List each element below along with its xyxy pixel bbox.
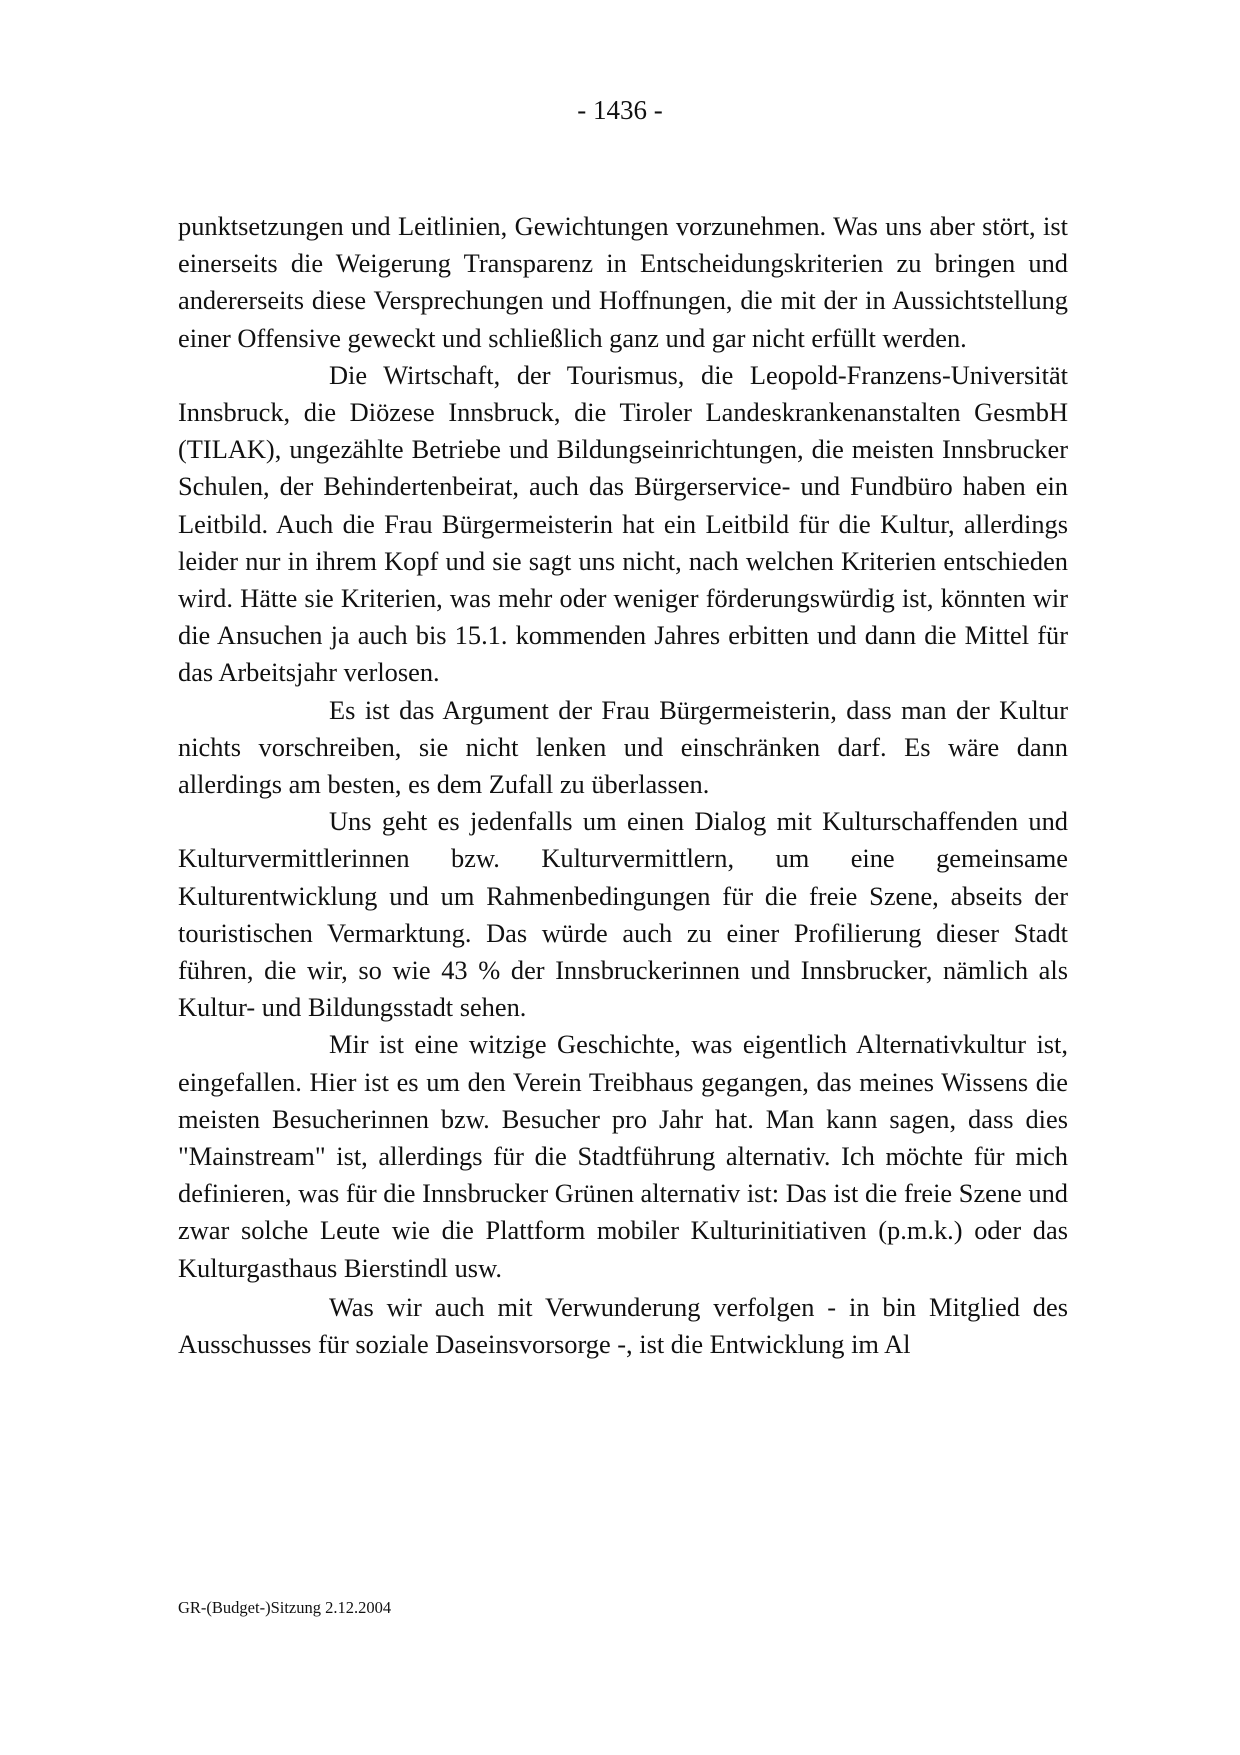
paragraph-4: Uns geht es jedenfalls um einen Dialog mit Kulturschaffenden und Kulturvermittlerinnen bzw. Kulturvermittlern, um eine gemeinsame Kulturentwicklung und um Rahmenbedingungen für die freie Szene, abseits der touristischen Vermarktung. Das würde auch zu einer Profilierung dieser Stadt führen, die wir, so wie 43 % der Innsbruckerinnen und Innsbrucker, nämlich als Kultur- und Bildungsstadt sehen. [178, 806, 1068, 1023]
paragraph-1: punktsetzungen und Leitlinien, Gewichtungen vorzunehmen. Was uns aber stört, ist einerseits die Weigerung Transparenz in Entscheidungskriterien zu bringen und andererseits diese Versprechungen und Hoffnungen, die mit der in Aussichtstellung einer Offensive geweckt und schließlich ganz und gar nicht erfüllt werden. [178, 211, 1068, 353]
paragraph-2: Die Wirtschaft, der Tourismus, die Leopold-Franzens-Universität Innsbruck, die Diözese Innsbruck, die Tiroler Landeskrankenanstalten GesmbH (TILAK), ungezählte Betriebe und Bildungseinrichtungen, die meisten Innsbrucker Schulen, der Behindertenbeirat, auch das Bürgerservice- und Fundbüro haben ein Leitbild. Auch die Frau Bürgermeisterin hat ein Leitbild für die Kultur, allerdings leider nur in ihrem Kopf und sie sagt uns nicht, nach welchen Kriterien entschieden wird. Hätte sie Kriterien, was mehr oder weniger förderungswürdig ist, könnten wir die Ansuchen ja auch bis 15.1. kommenden Jahres erbitten und dann die Mittel für das Arbeitsjahr verlosen. [178, 359, 1068, 688]
paragraph-5: Mir ist eine witzige Geschichte, was eigentlich Alternativkultur ist, eingefallen. Hier ist es um den Verein Treibhaus gegangen, das meines Wissens die meisten Besucherinnen bzw. Besucher pro Jahr hat. Man kann sagen, dass dies "Mainstream" ist, allerdings für die Stadtführung alternativ. Ich möchte für mich definieren, was für die Innsbrucker Grünen alternativ ist: Das ist die freie Szene und zwar solche Leute wie die Plattform mobiler Kulturinitiativen (p.m.k.) oder das Kulturgasthaus Bierstindl usw. [178, 1029, 1068, 1283]
paragraph-6: Was wir auch mit Verwunderung verfolgen - in bin Mitglied des Ausschusses für soziale Daseinsvorsorge -, ist die Entwicklung im Al [178, 1291, 1068, 1360]
page-number: - 1436 - [577, 95, 663, 125]
footer-session-label: GR-(Budget-)Sitzung 2.12.2004 [178, 1598, 392, 1617]
paragraph-3: Es ist das Argument der Frau Bürgermeisterin, dass man der Kultur nichts vorschreiben, sie nicht lenken und einschränken darf. Es wäre dann allerdings am besten, es dem Zufall zu überlassen. [178, 694, 1068, 800]
body-text [178, 208, 1068, 1363]
